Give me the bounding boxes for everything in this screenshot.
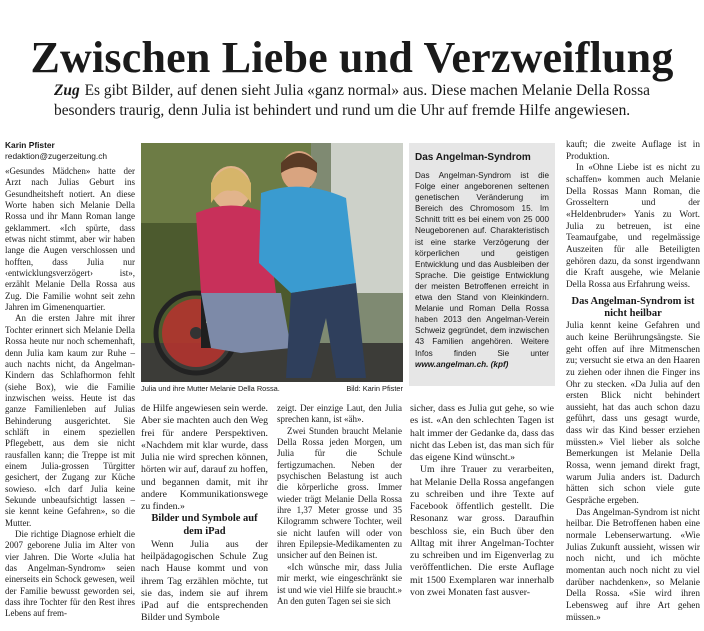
- paragraph: kauft; die zweite Auflage ist in Produktion.: [566, 140, 700, 162]
- paragraph: Julia kennt keine Gefahren und auch keine Berührungsängste. Sie geht offen auf ihre Mitmenschen zu; versucht sie etwa an den Haaren zu ziehen oder ihnen die Finger ins Ohr zu stecken. «Da Julia auf den ersten Blick nicht behindert aussieht, hat das auch schon dazu geführt, dass uns gesagt wurde, dass wir das Kind besser erziehen müssten.» Viel lieber als solche Bemerkungen ist Melanie Della Rossa, wenn jemand direkt fragt, warum Julia anders ist. Dadurch hätten sich schon viele gute Gespräche ergeben.: [566, 321, 700, 507]
- paragraph: Zwei Stunden braucht Melanie Della Rossa jeden Morgen, um Julia für die Schule fertigzumachen. Neben der psychischen Belastung ist auch die körperliche gross. Immer wieder trägt Melanie Della Rossa ihre 1,37 Meter grosse und 35 Kilogramm schwere Tochter, weil sie nicht laufen will oder von ihren Epilepsie-Medikamenten zu unsicher auf den Beinen ist.: [277, 425, 402, 561]
- subheading: Das Angelman-Syndrom ist nicht heilbar: [571, 295, 695, 320]
- paragraph: de Hilfe angewiesen sein werde. Aber sie machten auch den Weg frei für andere Perspektiven. «Nachdem mit klar wurde, dass Julia nie wird sprechen können, hörten wir auf, darauf zu hoffen, und begannen damit, mit ihr andere Kommunikationswege zu finden.»: [141, 403, 268, 512]
- info-box-title: Das Angelman-Syndrom: [415, 152, 531, 163]
- photo-illustration: [141, 143, 403, 382]
- lead: [54, 81, 654, 121]
- column-3: [277, 403, 402, 607]
- info-box: [409, 143, 555, 386]
- subheading: Bilder und Symbole auf dem iPad: [151, 513, 258, 538]
- headline: Zwischen Liebe und Verzweiflung: [30, 33, 674, 82]
- info-box-body: Das Angelman-Syndrom ist die Folge einer angeborenen seltenen genetischen Veränderung im Bereich des Chromosom 15. Im Schnitt tritt es bei einem von 25 000 Neugeborenen auf. Charakteristisch ist eine starke Verzögerung der körperlichen und geistigen Entwicklung und das Ausbleiben der Sprache. Die geistige Entwicklung der meisten Betroffenen erreicht in etwa den Stand von Kleinkindern. Melanie und Roman Della Rossa haben 2013 den Angelman-Verein Schweiz gegründet, dem inzwischen 43 Familien angehören. Weitere Infos finden Sie unter: [415, 171, 549, 358]
- photo-caption: [141, 384, 403, 394]
- paragraph: «Ich wünsche mir, dass Julia mir merkt, wie eingeschränkt sie ist und wie viel Hilfe sie braucht.» An den guten Tagen sei sie sich: [277, 561, 402, 606]
- photo-credit: Bild: Karin Pfister: [346, 384, 403, 393]
- paragraph: In «Ohne Liebe ist es nicht zu schaffen» kommen auch Melanie Della Rossas Mann Roman, die Grosseltern und der «Heldenbruder» Yanis zu Wort. Julia zu betreuen, ist eine Teamaufgabe, und regelmässige Auszeiten für alle Beteiligten gehören dazu, da sonst irgendwann die Kraft ausgehe, wie Melanie Della Rossa aus Erfahrung weiss.: [566, 163, 700, 290]
- paragraph: sicher, dass es Julia gut gehe, so wie es ist. «An den schlechten Tagen ist halt immer der Gedanke da, dass das nicht das Leben ist, das man sich für das eigene Kind wünscht.»: [410, 403, 554, 463]
- info-box-text: [415, 170, 549, 370]
- column-2: [141, 403, 268, 625]
- lead-text: Es gibt Bilder, auf denen sieht Julia «ganz normal» aus. Diese machen Melanie Della Rossa besonders traurig, denn Julia ist behindert und rund um die Uhr auf fremde Hilfe angewiesen.: [54, 82, 650, 119]
- paragraph: Das Angelman-Syndrom ist nicht heilbar. Die Betroffenen haben eine normale Lebenserwartung. «Wie Julias Zukunft aussieht, wissen wir noch nicht, und ich möchte momentan auch noch nicht zu viel darüber nachdenken», so Melanie Della Rossa. «Sie wird ihren Lebensweg auf ihre Art gehen müssen.»: [566, 507, 700, 623]
- paragraph: Die richtige Diagnose erhielt die 2007 geborene Julia im Alter von vier Jahren. Die Worte «Julia hat das Angelman-Syndrom» seien einerseits ein Schock gewesen, weil der Familie bewusst geworden sei, dass ihre Tochter für den Rest ihres Lebens auf frem-: [5, 529, 135, 619]
- paragraph: zeigt. Der einzige Laut, den Julia sprechen kann, ist «äh».: [277, 403, 402, 425]
- paragraph: «Gesundes Mädchen» hatte der Arzt nach Julias Geburt ins Gesundheitsheft notiert. An diese Worte haben sich Melanie Della Rossa und ihr Mann Roman lange geklammert. «Ich spürte, dass etwas nicht stimmt, aber wir haben lange die Augen verschlossen und hofften, dass Julia nur ‹entwicklungsverzögert› ist», erzählt Melanie Della Rossa aus Zug. Die Familie wohnt seit zehn Jahren im Gimenenquartier.: [5, 166, 135, 313]
- lead-place: Zug: [54, 82, 80, 99]
- column-5: [566, 140, 700, 624]
- paragraph: Wenn Julia aus der heilpädagogischen Schule Zug nach Hause kommt und von ihrem Tag erzählen möchte, tut sie das, indem sie auf ihrem iPad auf die entsprechenden Bilder und Symbole: [141, 538, 268, 624]
- article-photo: [141, 143, 403, 382]
- info-box-link: www.angelman.ch. (kpf): [415, 359, 509, 369]
- column-4: [410, 403, 554, 599]
- caption-text: Julia und ihre Mutter Melanie Della Rossa.: [141, 384, 280, 393]
- author-byline: [5, 140, 135, 162]
- paragraph: An die ersten Jahre mit ihrer Tochter erinnert sich Melanie Della Rossa heute nur noch schemenhaft, denn Julia kam kaum zur Ruhe – auch nachts nicht, da Angelman-Kindern das Schlafhormon fehlt (siehe Box), wie die Familie inzwischen weiss. Heute ist das ganze Familienleben auf Julias Behinderung ausgerichtet. Sie schläft in einem speziellen Pflegebett, aus dem sie nicht rausfallen kann; die Treppe ist mit einem Julia-grossen Türgitter gesichert, der Zugang zur Küche sowieso. «Ich darf Julia keine Sekunde unbeaufsichtigt lassen – sie kennt keine Gefahren», so die Mutter.: [5, 313, 135, 528]
- author-name: Karin Pfister: [5, 140, 55, 150]
- paragraph: Um ihre Trauer zu verarbeiten, hat Melanie Della Rossa angefangen zu schreiben und ihre Texte auf Facebook öffentlich gestellt. Die Resonanz war gross. Daraufhin beschloss sie, ein Buch über den Alltag mit ihrer Angelman-Tochter zu schreiben und im Eigenverlag zu veröffentlichen. Die erste Auflage mit 1500 Exemplaren war innerhalb von zwei Monaten fast ausver-: [410, 464, 554, 598]
- column-1: [5, 166, 135, 620]
- author-email: redaktion@zugerzeitung.ch: [5, 151, 108, 161]
